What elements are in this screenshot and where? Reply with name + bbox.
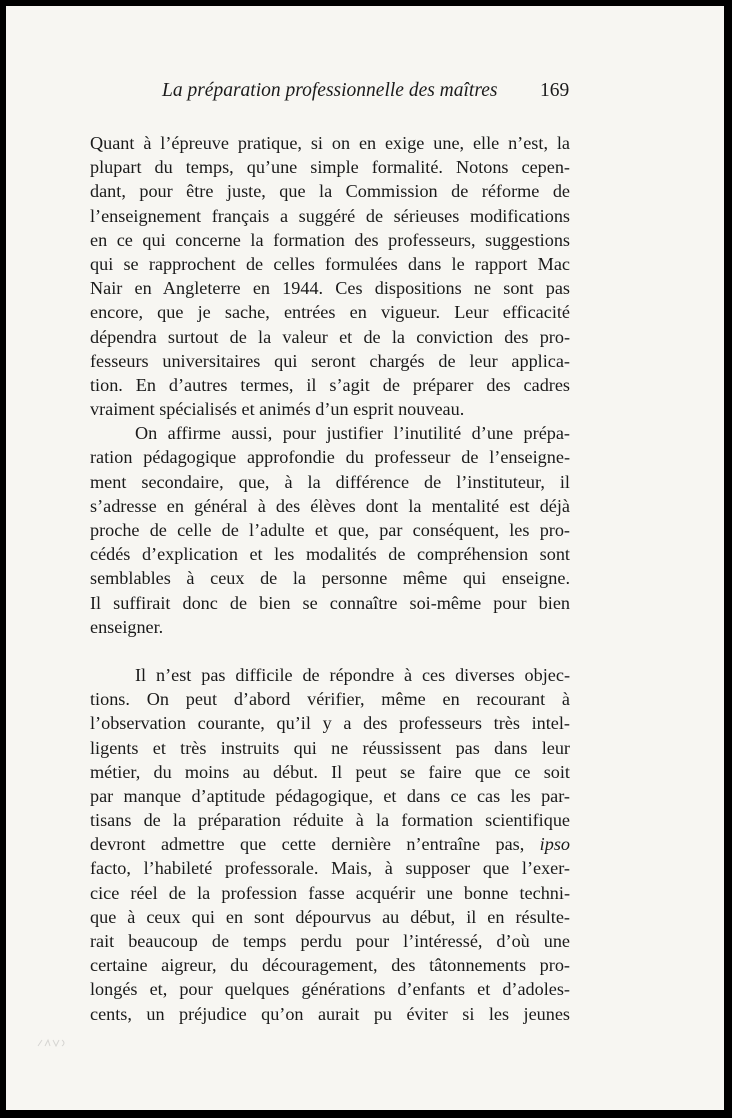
text-fragment: devront admettre que cette dernière n’entraîne pas,: [90, 834, 525, 855]
text-line: tions. On peut d’abord vérifier, même en recourant à: [90, 689, 570, 710]
text-line: plupart du temps, qu’une simple formalité. Notons cepen-: [90, 157, 570, 178]
body-text: [90, 131, 570, 1026]
text-line: en ce qui concerne la formation des professeurs, suggestions: [90, 229, 570, 250]
page-number: 169: [540, 80, 570, 101]
text-line: l’enseignement français a suggéré de sérieuses modifications: [90, 205, 570, 226]
text-line: semblables à ceux de la personne même qui enseigne.: [90, 568, 570, 589]
text-line: certaine aigreur, du découragement, des tâtonnements pro-: [90, 955, 570, 976]
text-line: Il n’est pas difficile de répondre à ces diverses objec-: [135, 664, 570, 685]
text-line: enseigner.: [90, 616, 164, 637]
text-line: cice réel de la profession fasse acquérir une bonne techni-: [90, 882, 570, 903]
running-title: La préparation professionnelle des maîtres: [162, 80, 498, 101]
text-line: dant, pour être juste, que la Commission de réforme de: [90, 181, 570, 202]
text-line: métier, du moins au début. Il peut se faire que ce soit: [90, 761, 570, 782]
text-line: s’adresse en général à des élèves dont la mentalité est déjà: [90, 495, 570, 516]
text-line: tion. En d’autres termes, il s’agit de préparer des cadres: [90, 374, 570, 395]
text-line: proche de celle de l’adulte et que, par conséquent, les pro-: [90, 520, 570, 540]
text-line: Nair en Angleterre en 1944. Ces dispositions ne sont pas: [90, 278, 570, 299]
paragraph: [90, 663, 570, 1026]
faint-stamp-mark: [36, 1038, 68, 1048]
text-line: facto, l’habileté professorale. Mais, à supposer que l’exer-: [90, 858, 570, 879]
text-line: rait beaucoup de temps perdu pour l’intéressé, d’où une: [90, 931, 570, 951]
text-line: vraiment spécialisés et animés d’un esprit nouveau.: [90, 399, 465, 420]
text-line: On affirme aussi, pour justifier l’inutilité d’une prépa-: [135, 423, 570, 444]
text-line: l’observation courante, qu’il y a des professeurs très intel-: [90, 713, 570, 734]
text-line: encore, que je sache, entrées en vigueur. Leur efficacité: [90, 302, 570, 323]
paragraph: [90, 421, 570, 639]
document-page: [6, 6, 724, 1110]
text-line: cédés d’explication et les modalités de compréhension sont: [90, 544, 570, 565]
paragraph: [90, 131, 570, 421]
text-line: ration pédagogique approfondie du professeur de l’enseigne-: [90, 447, 570, 468]
paragraph-gap: [90, 639, 570, 663]
text-line: tisans de la préparation réduite à la formation scientifique: [90, 810, 570, 831]
text-line: dépendra surtout de la valeur et de la conviction des pro-: [90, 326, 570, 347]
text-line: cents, un préjudice qu’on aurait pu éviter si les jeunes: [90, 1003, 570, 1024]
text-line: ligents et très instruits qui ne réussissent pas dans leur: [90, 737, 570, 758]
running-head: [6, 80, 724, 110]
text-line: que à ceux qui en sont dépourvus au début, il en résulte-: [90, 906, 570, 927]
text-line: par manque d’aptitude pédagogique, et dans ce cas les par-: [90, 785, 570, 806]
text-line: longés et, pour quelques générations d’enfants et d’adoles-: [90, 979, 570, 1000]
text-line: Quant à l’épreuve pratique, si on en exige une, elle n’est, la: [90, 133, 570, 153]
text-line: qui se rapprochent de celles formulées dans le rapport Mac: [90, 253, 570, 274]
text-line: Il suffirait donc de bien se connaître soi-même pour bien: [90, 592, 570, 613]
text-line: [90, 832, 570, 856]
italic-word: ipso: [539, 834, 570, 855]
text-line: ment secondaire, que, à la différence de l’instituteur, il: [90, 471, 570, 492]
text-line: fesseurs universitaires qui seront chargés de leur applica-: [90, 350, 570, 371]
